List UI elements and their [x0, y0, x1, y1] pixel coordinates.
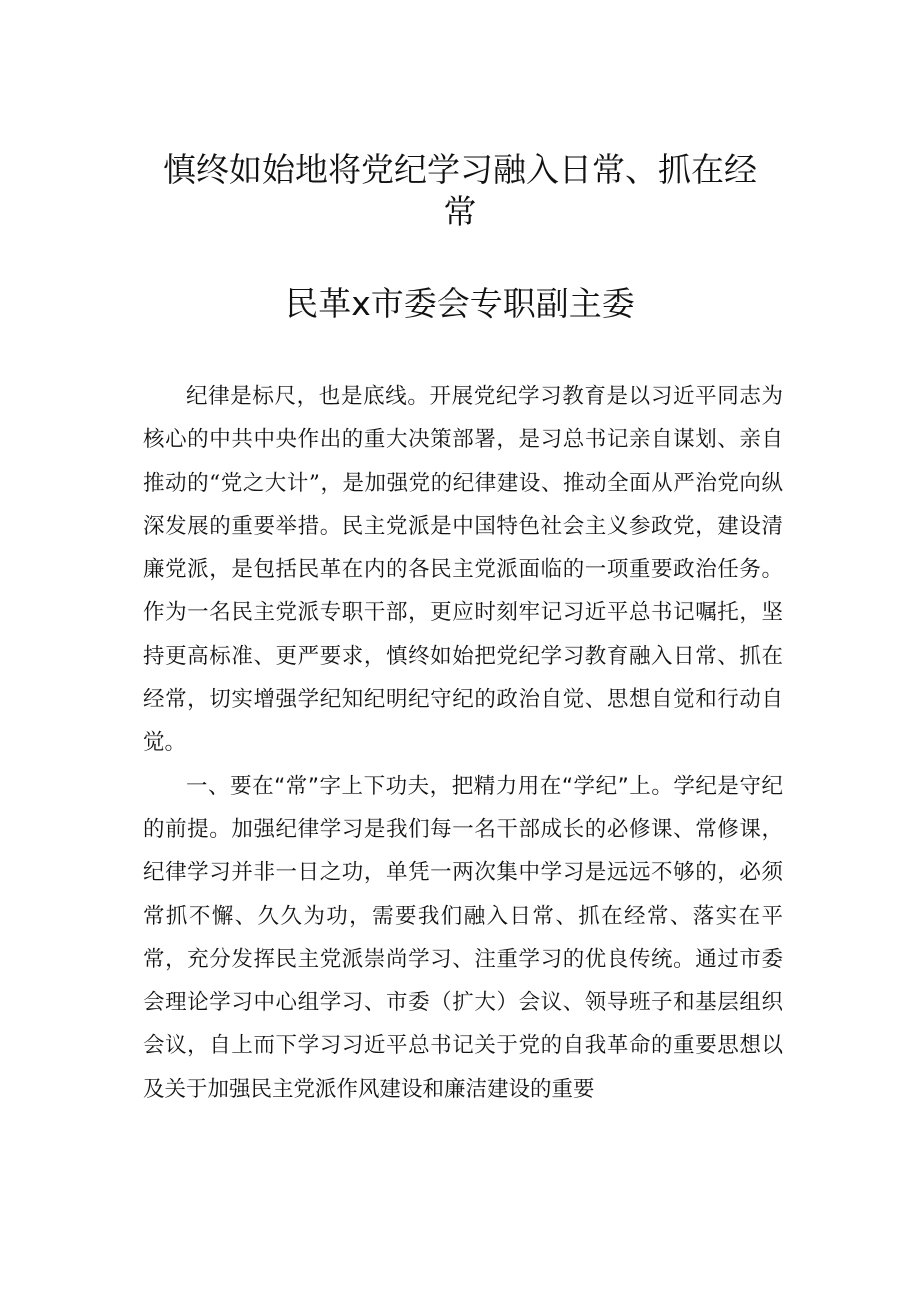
- document-body: [143, 375, 783, 1111]
- document-title-line-2: 常: [443, 192, 477, 231]
- paragraph-2: [143, 765, 783, 1111]
- author-line: 民革x市委会专职副主委: [285, 284, 635, 323]
- paragraph-1: 纪律是标尺，也是底线。开展党纪学习教育是以习近平同志为核心的中共中央作出的重大决策部署，是习总书记亲自谋划、亲自推动的“党之大计”，是加强党的纪律建设、推动全面从严治党向纵深发展的重要举措。民主党派是中国特色社会主义参政党，建设清廉党派，是包括民革在内的各民主党派面临的一项重要政治任务。作为一名民主党派专职干部，更应时刻牢记习近平总书记嘱托，坚持更高标准、更严要求，慎终如始把党纪学习教育融入日常、抓在经常，切实增强学纪知纪明纪守纪的政治自觉、思想自觉和行动自觉。: [143, 384, 783, 756]
- paragraph-2-body: 学纪是守纪的前提。加强纪律学习是我们每一名干部成长的必修课、常修课，纪律学习并非一日之功，单凭一两次集中学习是远远不够的，必须常抓不懈、久久为功，需要我们融入日常、抓在经常、落实在平常，充分发挥民主党派崇尚学习、注重学习的优良传统。通过市委会理论学习中心组学习、市委（扩大）会议、领导班子和基层组织会议，自上而下学习习近平总书记关于党的自我革命的重要思想以及关于加强民主党派作风建设和廉洁建设的重要: [143, 773, 783, 1102]
- document-title-line-1: 慎终如始地将党纪学习融入日常、抓在经: [163, 150, 757, 189]
- section-heading-1: 一、要在“常”字上下功夫，把精力用在“学纪”上。: [186, 773, 674, 799]
